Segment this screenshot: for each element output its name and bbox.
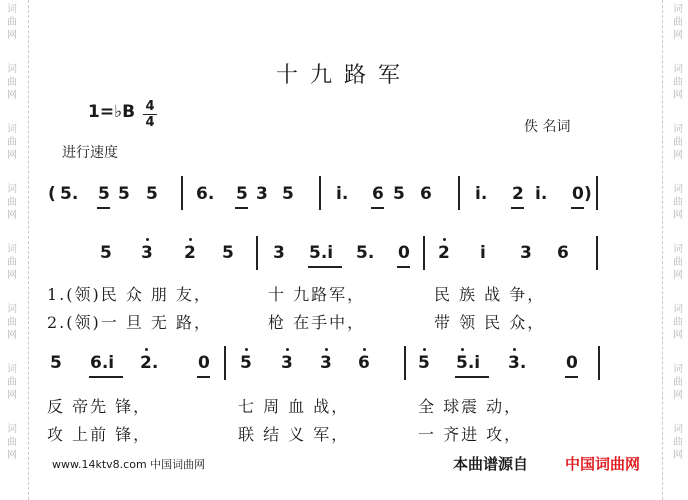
watermark-char: 网 bbox=[673, 390, 683, 401]
lyric-verse1-a: 1.(领)民 众 朋 友， bbox=[47, 285, 213, 304]
barline bbox=[598, 346, 600, 380]
note: 3 bbox=[256, 184, 268, 204]
time-signature-bottom: 4 bbox=[145, 115, 155, 130]
watermark-char: 网 bbox=[673, 90, 683, 101]
brand-name: 中国词曲网 bbox=[565, 455, 641, 473]
note: 5 bbox=[282, 184, 294, 204]
lyric-verse4-a: 攻 上前 锋， bbox=[47, 425, 152, 444]
note: 5 bbox=[393, 184, 405, 204]
barline bbox=[224, 346, 226, 380]
note: 6 bbox=[420, 184, 432, 204]
lyric-verse4-b: 联 结 义 军， bbox=[238, 425, 350, 444]
barline bbox=[458, 176, 460, 210]
watermark-char: 曲 bbox=[673, 377, 683, 388]
lyric-verse2-c: 带 领 民 众， bbox=[434, 313, 546, 332]
note: i bbox=[480, 243, 486, 263]
watermark-char: 词 bbox=[7, 304, 17, 315]
note: 3 bbox=[141, 243, 153, 263]
note: 6 bbox=[358, 353, 370, 373]
watermark-char: 曲 bbox=[7, 437, 17, 448]
note: 3 bbox=[520, 243, 532, 263]
watermark-char: 词 bbox=[673, 424, 683, 435]
song-title: 十九路军 bbox=[275, 63, 412, 88]
lyric-verse3-b: 七 周 血 战， bbox=[238, 397, 350, 416]
watermark-char: 词 bbox=[673, 184, 683, 195]
watermark-char: 词 bbox=[7, 64, 17, 75]
note: 5 bbox=[146, 184, 158, 204]
note: 5.i bbox=[309, 243, 334, 263]
key-signature: 1=♭B bbox=[88, 102, 136, 122]
watermark-char: 词 bbox=[7, 124, 17, 135]
watermark-char: 曲 bbox=[7, 197, 17, 208]
note: 6 bbox=[557, 243, 569, 263]
watermark-char: 词 bbox=[673, 304, 683, 315]
watermark-char: 网 bbox=[7, 30, 17, 41]
watermark-char: 网 bbox=[7, 210, 17, 221]
watermark-char: 网 bbox=[7, 150, 17, 161]
barline bbox=[596, 236, 598, 270]
note: 3 bbox=[281, 353, 293, 373]
note: 2 bbox=[438, 243, 450, 263]
time-signature bbox=[143, 100, 157, 129]
open-paren: ( bbox=[48, 184, 56, 204]
watermark-char: 网 bbox=[7, 270, 17, 281]
note: 0 bbox=[566, 353, 578, 373]
watermark-char: 词 bbox=[673, 364, 683, 375]
barline bbox=[423, 236, 425, 270]
watermark-char: 曲 bbox=[7, 317, 17, 328]
watermark-char: 网 bbox=[673, 210, 683, 221]
close-paren: ) bbox=[584, 184, 592, 204]
watermark-char: 曲 bbox=[7, 17, 17, 28]
note: 3. bbox=[508, 353, 527, 373]
watermark-char: 网 bbox=[673, 450, 683, 461]
note: 2 bbox=[512, 184, 524, 204]
final-barline bbox=[596, 176, 598, 210]
tempo-marking: 进行速度 bbox=[62, 145, 118, 161]
watermark-char: 网 bbox=[7, 330, 17, 341]
lyric-verse3-a: 反 帝先 锋， bbox=[47, 397, 152, 416]
watermark-char: 词 bbox=[673, 64, 683, 75]
note: 5. bbox=[60, 184, 79, 204]
note: 2 bbox=[184, 243, 196, 263]
watermark-char: 网 bbox=[673, 30, 683, 41]
lyric-verse1-c: 民 族 战 争， bbox=[434, 285, 546, 304]
watermark-char: 词 bbox=[7, 244, 17, 255]
barline bbox=[181, 176, 183, 210]
lyric-verse2-b: 枪 在手中， bbox=[268, 313, 366, 332]
note: 5 bbox=[236, 184, 248, 204]
note: 5 bbox=[100, 243, 112, 263]
note: 0 bbox=[198, 353, 210, 373]
watermark-char: 曲 bbox=[7, 377, 17, 388]
note: i. bbox=[336, 184, 349, 204]
watermark-char: 曲 bbox=[7, 77, 17, 88]
note: 3 bbox=[273, 243, 285, 263]
note: 5 bbox=[222, 243, 234, 263]
watermark-char: 词 bbox=[7, 424, 17, 435]
note: 5.i bbox=[456, 353, 481, 373]
note: 6 bbox=[372, 184, 384, 204]
watermark-char: 网 bbox=[673, 270, 683, 281]
watermark-char: 曲 bbox=[7, 257, 17, 268]
note: 0 bbox=[398, 243, 410, 263]
note: 5 bbox=[98, 184, 110, 204]
barline bbox=[319, 176, 321, 210]
watermark-char: 曲 bbox=[673, 437, 683, 448]
note: 6.i bbox=[90, 353, 115, 373]
note: 5 bbox=[418, 353, 430, 373]
watermark-char: 曲 bbox=[673, 17, 683, 28]
barline bbox=[256, 236, 258, 270]
watermark-char: 网 bbox=[673, 330, 683, 341]
lyric-verse3-c: 全 球震 动， bbox=[418, 397, 523, 416]
watermark-char: 词 bbox=[7, 184, 17, 195]
note: 5 bbox=[118, 184, 130, 204]
watermark-char: 曲 bbox=[673, 257, 683, 268]
watermark-char: 词 bbox=[7, 4, 17, 15]
note: 6. bbox=[196, 184, 215, 204]
lyric-verse1-b: 十 九路军， bbox=[268, 285, 366, 304]
note: i. bbox=[535, 184, 548, 204]
watermark-char: 词 bbox=[673, 4, 683, 15]
watermark-char: 网 bbox=[673, 150, 683, 161]
note: 2. bbox=[140, 353, 159, 373]
watermark-char: 词 bbox=[673, 244, 683, 255]
barline bbox=[404, 346, 406, 380]
watermark-char: 网 bbox=[7, 390, 17, 401]
site-url-watermark: www.14ktv8.com 中国词曲网 bbox=[52, 458, 206, 471]
note: 3 bbox=[320, 353, 332, 373]
watermark-char: 曲 bbox=[673, 77, 683, 88]
lyricist-credit: 佚 名词 bbox=[524, 119, 571, 135]
note: 0 bbox=[572, 184, 584, 204]
watermark-char: 词 bbox=[673, 124, 683, 135]
note: 5 bbox=[240, 353, 252, 373]
note: 5. bbox=[356, 243, 375, 263]
lyric-verse4-c: 一 齐进 攻， bbox=[418, 425, 523, 444]
note: 5 bbox=[50, 353, 62, 373]
watermark-char: 网 bbox=[7, 90, 17, 101]
time-signature-top: 4 bbox=[145, 99, 155, 114]
watermark-char: 词 bbox=[7, 364, 17, 375]
watermark-char: 曲 bbox=[7, 137, 17, 148]
lyric-verse2-a: 2.(领)一 旦 无 路， bbox=[47, 313, 213, 332]
watermark-char: 网 bbox=[7, 450, 17, 461]
note: i. bbox=[475, 184, 488, 204]
watermark-char: 曲 bbox=[673, 137, 683, 148]
source-label: 本曲谱源自 bbox=[453, 455, 529, 473]
watermark-char: 曲 bbox=[673, 317, 683, 328]
watermark-char: 曲 bbox=[673, 197, 683, 208]
